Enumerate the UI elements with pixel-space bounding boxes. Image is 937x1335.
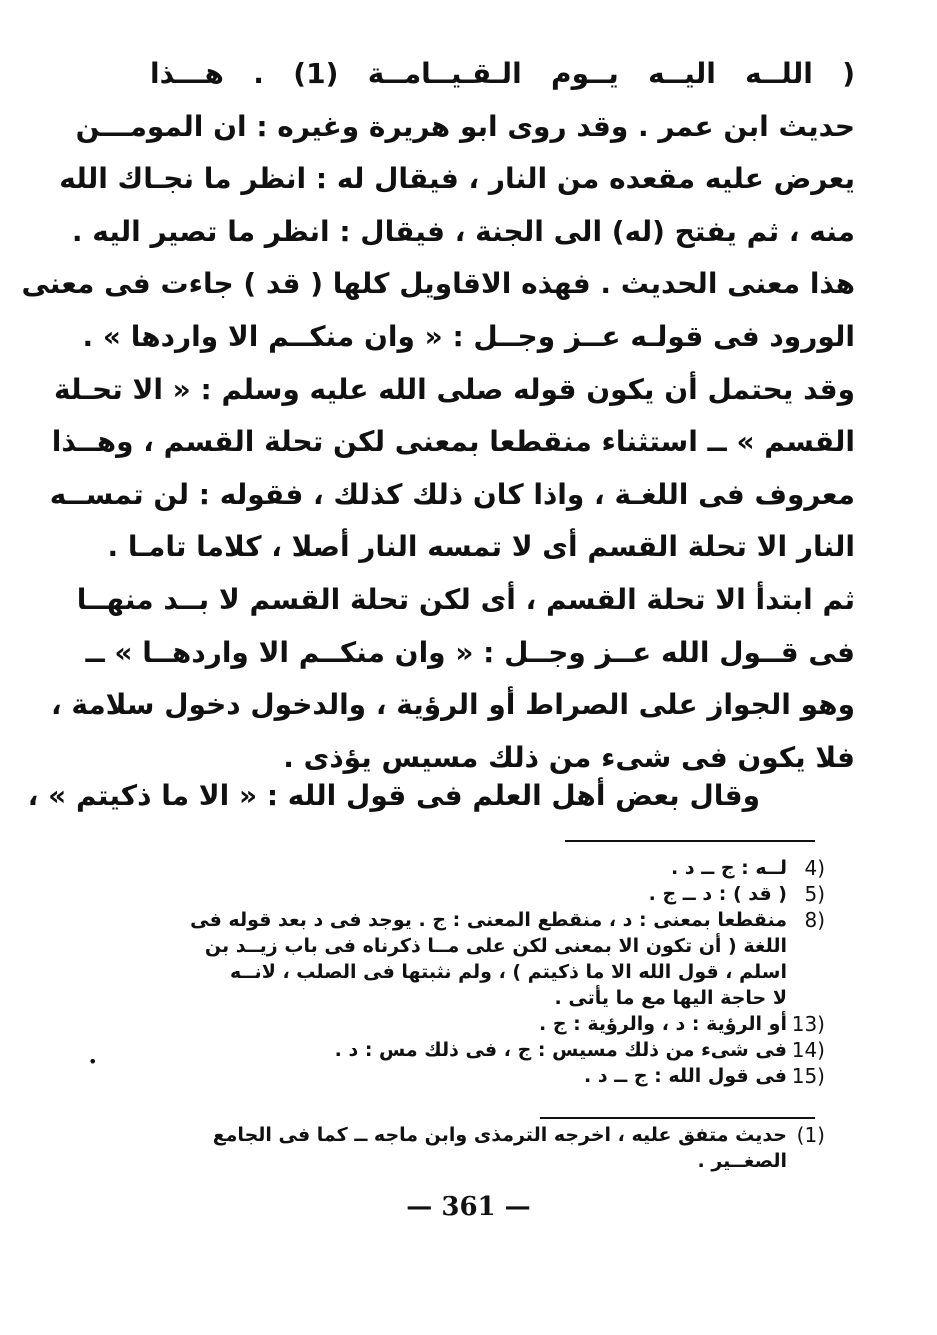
note-line: منقطعا بمعنى : د ، منقطع المعنى : ج . يوجد فى د بعد قوله فى — [190, 909, 787, 931]
text-line: فلا يكون فى شىء من ذلك مسيس يؤذى . — [283, 740, 855, 774]
main-text — [21, 48, 855, 784]
note-number: 14) — [791, 1038, 825, 1062]
margin-dot: • — [88, 1052, 98, 1071]
text-line: النار الا تحلة القسم أى لا تمسه النار أصلا ، كلاما تامـا . — [107, 530, 855, 564]
page-number: — 361 — — [406, 1192, 531, 1222]
note-line: فى قول الله : ج ــ د . — [584, 1065, 787, 1087]
text-line: منه ، ثم يفتح (له) الى الجنة ، فيقال : انظر ما تصير اليه . — [71, 214, 855, 248]
text-line: وهو الجواز على الصراط أو الرؤية ، والدخول دخول سلامة ، — [50, 688, 855, 722]
note-line: فى شىء من ذلك مسيس : ج ، فى ذلك مس : د . — [334, 1039, 787, 1061]
text-line: يعرض عليه مقعده من النار ، فيقال له : انظر ما نجـاك الله — [59, 162, 855, 196]
paragraph-start: وقال بعض أهل العلم فى قول الله : « الا ما ذكيتم » ، — [27, 779, 760, 812]
footnote-divider — [565, 840, 815, 842]
note-line: الصغــير . — [697, 1150, 787, 1172]
text-line: الورود فى قولـه عــز وجــل : « وان منكــم الا واردها » . — [82, 319, 855, 353]
text-line: ثم ابتدأ الا تحلة القسم ، أى لكن تحلة القسم لا بــد منهــا — [76, 582, 855, 616]
note-line: ( قد ) : د ــ ج . — [648, 883, 787, 905]
footnote-divider — [540, 1117, 815, 1119]
text-line: ( اللــه اليــه يــوم الـقـيــامــة (1) . هـــذا — [150, 57, 855, 90]
text-line: حديث ابن عمر . وقد روى ابو هريرة وغيره : ان المومـــن — [75, 109, 855, 143]
note-line: أو الرؤية : د ، والرؤية : ج . — [539, 1013, 787, 1035]
text-line: معروف فى اللغـة ، واذا كان ذلك كذلك ، فقوله : لن تمســه — [49, 477, 855, 511]
note-number: 5) — [804, 882, 825, 906]
note-line: لــه : ج ــ د . — [671, 857, 787, 879]
note-number: (1) — [796, 1123, 825, 1147]
note-line: اللغة ( أن تكون الا بمعنى لكن على مــا ذكرناه فى باب زيــد بن — [204, 935, 787, 957]
text-line: هذا معنى الحديث . فهذه الاقاويل كلها ( قد ) جاءت فى معنى — [21, 267, 855, 301]
note-number: 8) — [804, 908, 825, 932]
text-line: وقد يحتمل أن يكون قوله صلى الله عليه وسلم : « الا تحـلة — [54, 372, 855, 406]
variant-notes — [150, 855, 825, 1089]
note-line: حديث متفق عليه ، اخرجه الترمذى وابن ماجه ــ كما فى الجامع — [212, 1124, 787, 1146]
text-line: القسم » ــ استثناء منقطعا بمعنى لكن تحلة القسم ، وهــذا — [51, 425, 855, 459]
note-line: لا حاجة اليها مع ما يأتى . — [554, 987, 787, 1009]
note-line: اسلم ، قول الله الا ما ذكيتم ) ، ولم نثبتها فى الصلب ، لانــه — [230, 961, 787, 983]
variant-note — [150, 855, 825, 881]
variant-note — [150, 881, 825, 907]
note-number: 15) — [791, 1064, 825, 1088]
variant-note — [150, 907, 825, 1011]
source-notes — [150, 1122, 825, 1174]
note-number: 13) — [791, 1012, 825, 1036]
note-number: 4) — [804, 856, 825, 880]
source-note — [150, 1122, 825, 1174]
variant-note — [150, 1011, 825, 1037]
variant-note — [150, 1063, 825, 1089]
text-line: فى قــول الله عــز وجــل : « وان منكــم الا واردهــا » ــ — [85, 635, 855, 669]
variant-note — [150, 1037, 825, 1063]
